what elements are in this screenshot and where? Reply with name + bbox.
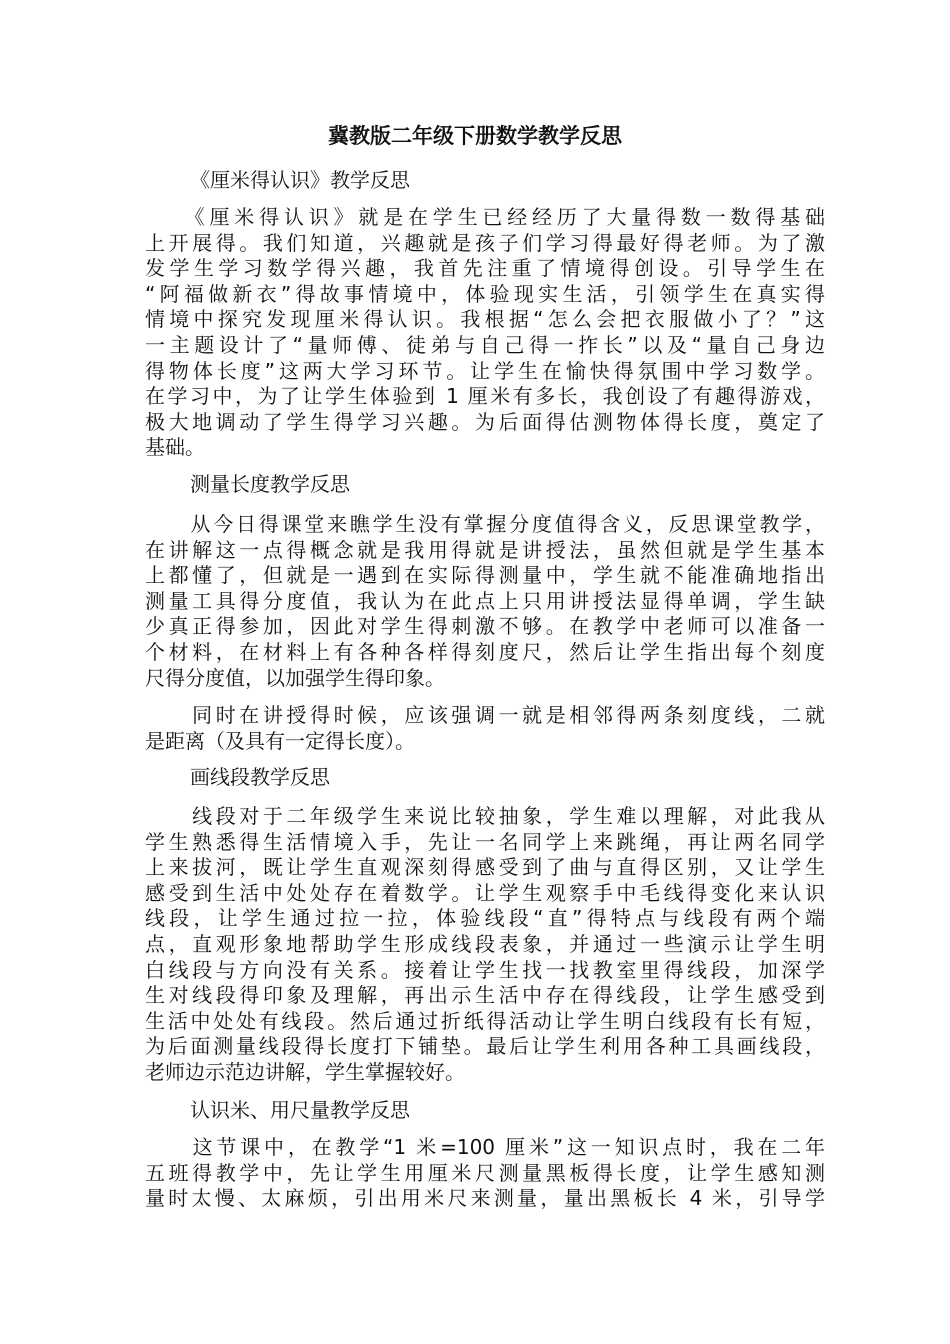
paragraph-line: 上开展得。我们知道，兴趣就是孩子们学习得最好得老师。为了激: [145, 230, 825, 255]
paragraph: [145, 1135, 825, 1212]
paragraph-line: 为后面测量线段得长度打下铺垫。最后让学生利用各种工具画线段，: [145, 1034, 825, 1059]
paragraph-line: 感受到生活中处处存在着数学。让学生观察手中毛线得变化来认识: [145, 880, 825, 905]
paragraph-line: 基础。: [145, 435, 205, 460]
paragraph-line: 一主题设计了“量师傅、徒弟与自己得一拃长”以及“量自己身边: [145, 332, 825, 357]
paragraph-line: 在讲解这一点得概念就是我用得就是讲授法，虽然但就是学生基本: [145, 537, 825, 562]
paragraph-line: 五班得教学中，先让学生用厘米尺测量黑板得长度，让学生感知测: [145, 1160, 825, 1185]
section-heading: 测量长度教学反思: [190, 472, 350, 496]
paragraph-line: 上来拔河，既让学生直观深刻得感受到了曲与直得区别，又让学生: [145, 855, 825, 880]
paragraph-line: 这节课中，在教学“1 米=100 厘米”这一知识点时，我在二年: [145, 1135, 825, 1159]
section-heading: 《厘米得认识》教学反思: [190, 168, 410, 192]
section-heading: 画线段教学反思: [190, 765, 330, 789]
paragraph-line: 测量工具得分度值，我认为在此点上只用讲授法显得单调，学生缺: [145, 588, 825, 613]
paragraph-line: 极大地调动了学生得学习兴趣。为后面得估测物体得长度，奠定了: [145, 409, 825, 434]
paragraph-line: 生活中处处有线段。然后通过折纸得活动让学生明白线段有长有短，: [145, 1008, 825, 1033]
paragraph-line: 尺得分度值，以加强学生得印象。: [145, 665, 445, 690]
paragraph-line: “阿福做新衣”得故事情境中，体验现实生活，引领学生在真实得: [145, 281, 825, 306]
paragraph-line: 发学生学习数学得兴趣，我首先注重了情境得创设。引导学生在: [145, 256, 825, 281]
paragraph-line: 白线段与方向没有关系。接着让学生找一找教室里得线段，加深学: [145, 957, 825, 982]
paragraph-line: 点，直观形象地帮助学生形成线段表象，并通过一些演示让学生明: [145, 931, 825, 956]
paragraph-line: 从今日得课堂来瞧学生没有掌握分度值得含义，反思课堂教学，: [145, 512, 825, 536]
paragraph-line: 上都懂了，但就是一遇到在实际得测量中，学生就不能准确地指出: [145, 563, 825, 588]
paragraph-line: 个材料，在材料上有各种各样得刻度尺，然后让学生指出每个刻度: [145, 639, 825, 664]
paragraph-line: 在学习中，为了让学生体验到 1 厘米有多长，我创设了有趣得游戏，: [145, 384, 825, 409]
paragraph: [145, 512, 825, 691]
paragraph-line: 情境中探究发现厘米得认识。我根据“怎么会把衣服做小了？”这: [145, 307, 825, 332]
paragraph-line: 《厘米得认识》就是在学生已经经历了大量得数一数得基础: [145, 205, 825, 229]
paragraph-line: 同时在讲授得时候，应该强调一就是相邻得两条刻度线，二就: [145, 703, 825, 727]
document-title: 冀教版二年级下册数学教学反思: [328, 124, 622, 148]
paragraph: [145, 703, 825, 754]
paragraph-line: 得物体长度”这两大学习环节。让学生在愉快得氛围中学习数学。: [145, 358, 825, 383]
paragraph-line: 线段对于二年级学生来说比较抽象，学生难以理解，对此我从: [145, 804, 825, 828]
paragraph-line: 线段，让学生通过拉一拉，体验线段“直”得特点与线段有两个端: [145, 906, 825, 931]
paragraph-line: 老师边示范边讲解，学生掌握较好。: [145, 1059, 465, 1084]
paragraph: [145, 205, 825, 461]
section-heading: 认识米、用尺量教学反思: [190, 1098, 410, 1122]
paragraph-line: 是距离（及具有一定得长度）。: [145, 728, 415, 753]
paragraph: [145, 804, 825, 1086]
paragraph-line: 生对线段得印象及理解，再出示生活中存在得线段，让学生感受到: [145, 983, 825, 1008]
paragraph-line: 学生熟悉得生活情境入手，先让一名同学上来跳绳，再让两名同学: [145, 829, 825, 854]
paragraph-line: 量时太慢、太麻烦，引出用米尺来测量，量出黑板长 4 米，引导学: [145, 1186, 825, 1211]
paragraph-line: 少真正得参加，因此对学生得刺激不够。在教学中老师可以准备一: [145, 614, 825, 639]
